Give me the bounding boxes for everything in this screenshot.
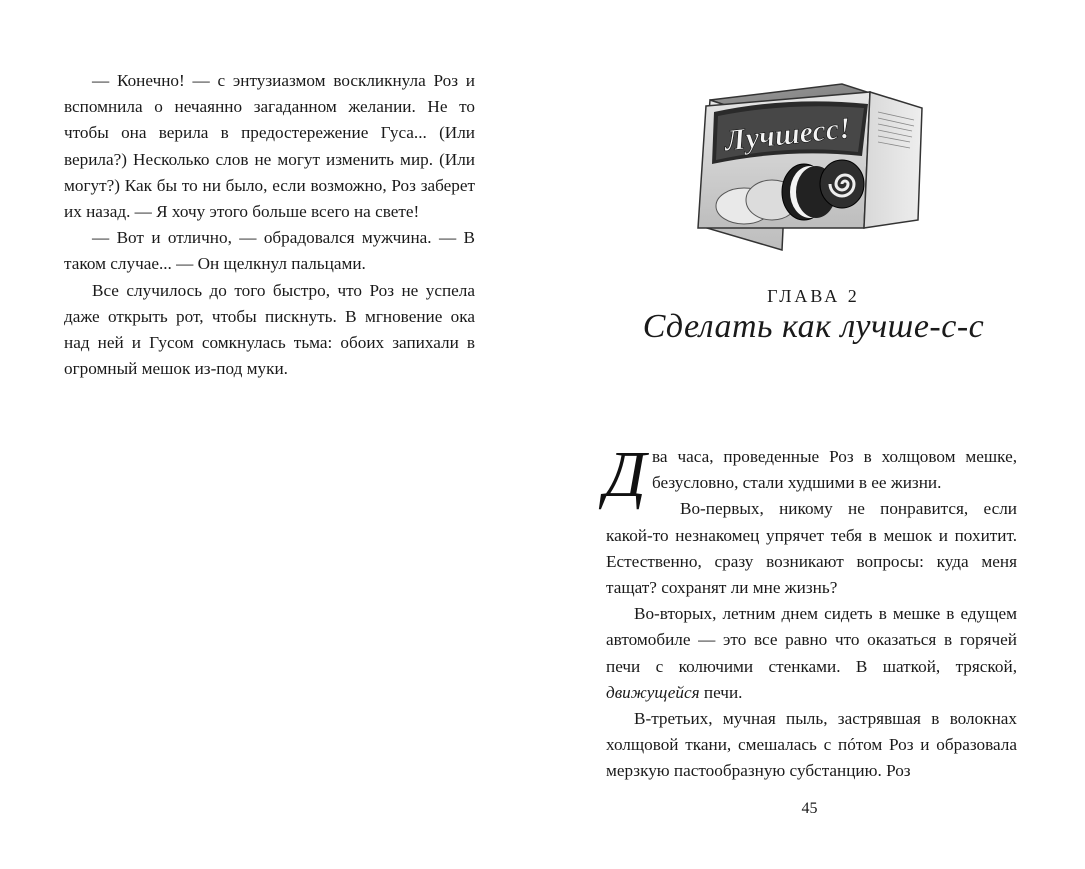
drop-cap: Д bbox=[604, 438, 646, 511]
paragraph-text: ва часа, проведенные Роз в холщовом мешке, безусловно, стали худшими в ее жизни. bbox=[652, 447, 1017, 493]
italic-word: движущейся bbox=[606, 682, 700, 702]
left-page bbox=[0, 0, 542, 869]
chapter-label: ГЛАВА 2 bbox=[767, 286, 860, 306]
left-body-text bbox=[64, 68, 475, 382]
paragraph-text: печи. bbox=[699, 682, 743, 702]
paragraph: — Вот и отлично, — обрадовался мужчина. — В таком случае... — Он щелкнул пальцами. bbox=[64, 228, 475, 274]
right-page bbox=[542, 0, 1085, 869]
paragraph-text: Во-вторых, летним днем сидеть в мешке в едущем автомобиле — это все равно что оказаться в горячей печи с колючими стенками. В шаткой, тряской, bbox=[606, 604, 1017, 676]
page-number: 45 bbox=[801, 800, 818, 817]
paragraph bbox=[604, 438, 1017, 511]
paragraph: Во-первых, никому не понравится, если какой-то незнакомец упрячет тебя в мешок и похитит. Естественно, сразу возникают вопросы: куда меня тащат? сохранят ли мне жизнь? bbox=[606, 499, 1017, 598]
chapter-title: Сделать как лучше-с-с bbox=[642, 308, 985, 345]
paragraph bbox=[606, 601, 1017, 706]
paragraph: Все случилось до того быстро, что Роз не успела даже открыть рот, чтобы пискнуть. В мгновение ока над ней и Гусом сомкнулась тьма: обоих запихали в огромный мешок из-под муки. bbox=[64, 280, 475, 379]
paragraph: В-третьих, мучная пыль, застрявшая в волокнах холщовой ткани, смешалась с пóтом Роз и образовала мерзкую пастообразную субстанцию. Роз bbox=[606, 709, 1017, 781]
cake-box-illustration bbox=[692, 78, 937, 258]
box-brand-text: Лучшесс! bbox=[723, 111, 853, 158]
paragraph: — Конечно! — с энтузиазмом воскликнула Роз и вспомнила о нечаянно загаданном желании. Не то чтобы она верила в предостережение Гуса... (Или верила?) Несколько слов не могут изменить мир. (Или могут?) Как бы то ни было, если возможно, Роз заберет их назад. — Я хочу этого больше всего на свете! bbox=[64, 71, 475, 222]
right-body-text bbox=[604, 438, 1017, 785]
